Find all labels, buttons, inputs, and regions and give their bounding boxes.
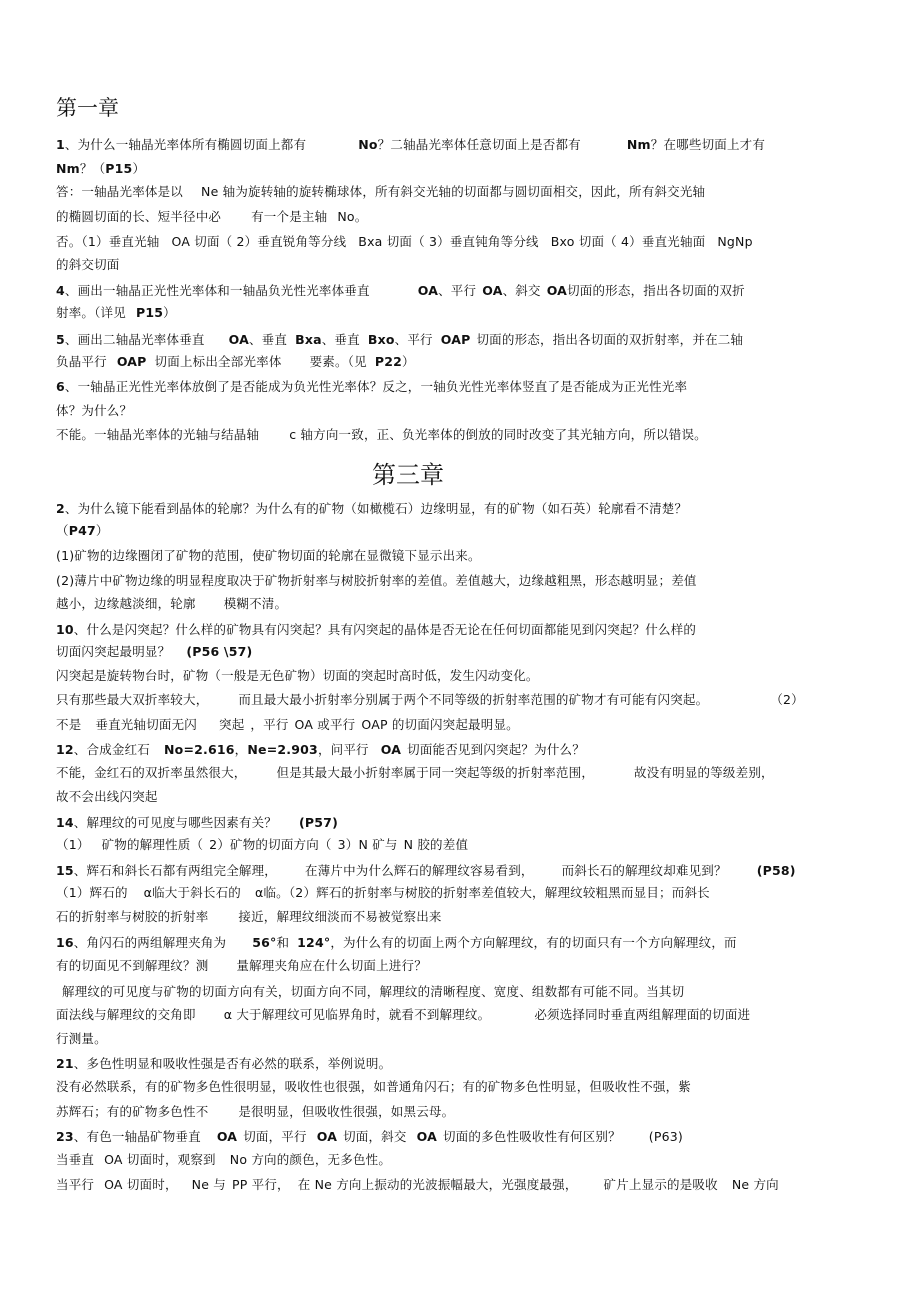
- ch3-a12-line1: 不能，金红石的双折率虽然很大， 但是其最大最小折射率属于同一突起等级的折射率范围， 故没有明显的等级差别，: [56, 765, 774, 780]
- ch3-q10-line2: 切面闪突起最明显？ (P56 \57): [56, 644, 253, 659]
- ch1-a1-line1: 答：一轴晶光率体是以 Ne 轴为旋转轴的旋转椭球体，所有斜交光轴的切面都与圆切面相交，因此，所有斜交光轴: [56, 184, 706, 199]
- ch3-a15-line1: （1）辉石的 α临大于斜长石的 α临。（2）辉石的折射率与树胶的折射率差值较大，解理纹较粗黑而显目；而斜长: [56, 885, 710, 900]
- ch3-a16-line2: 面法线与解理纹的交角即 α 大于解理纹可见临界角时，就看不到解理纹。 必须选择同时垂直两组解理面的切面进: [56, 1007, 751, 1022]
- ch3-q23-line1: 23、有色一轴晶矿物垂直 OA 切面，平行 OA 切面，斜交 OA 切面的多色性吸收性有何区别？ (P63): [56, 1129, 683, 1144]
- ch3-a10-line3: 不是 垂直光轴切面无闪 突起 ，平行 OA 或平行 OAP 的切面闪突起最明显。: [56, 717, 519, 732]
- ch1-q6-line1: 6、一轴晶正光性光率体放倒了是否能成为负光性光率体？反之，一轴负光性光率体竖直了是否能成为正光性光率: [56, 379, 688, 394]
- ch3-a2-line3: 越小，边缘越淡细，轮廓 模糊不清。: [56, 596, 288, 611]
- chapter-1-title: 第一章: [56, 96, 119, 120]
- ch1-a6-line1: 不能。一轴晶光率体的光轴与结晶轴 c 轴方向一致，正、负光率体的倒放的同时改变了其光轴方向，所以错误。: [56, 427, 707, 442]
- ch1-q6-line2: 体？为什么？: [56, 403, 133, 418]
- ch1-a1-line2: 的椭圆切面的长、短半径中必 有一个是主轴 No。: [56, 209, 368, 224]
- ch3-a23-line1: 当垂直 OA 切面时，观察到 No 方向的颜色，无多色性。: [56, 1152, 392, 1167]
- ch3-a16-line1: 解理纹的可见度与矿物的切面方向有关，切面方向不同，解理纹的清晰程度、宽度、组数都有可能不同。当其切: [62, 984, 685, 999]
- ch3-a21-line2: 苏辉石；有的矿物多色性不 是很明显，但吸收性很强，如黑云母。: [56, 1104, 455, 1119]
- ch3-q12-line1: 12、合成金红石 No=2.616，Ne=2.903，问平行 OA 切面能否见到闪突起？为什么？: [56, 742, 585, 757]
- ch3-q21-line1: 21、多色性明显和吸收性强是否有必然的联系，举例说明。: [56, 1056, 392, 1071]
- ch3-q15-line1: 15、辉石和斜长石都有两组完全解理， 在薄片中为什么辉石的解理纹容易看到， 而斜长石的解理纹却难见到？ (P58): [56, 863, 796, 878]
- ch3-q16-line1: 16、角闪石的两组解理夹角为 56°和 124°，为什么有的切面上两个方向解理纹，有的切面只有一个方向解理纹，而: [56, 935, 737, 950]
- ch3-a21-line1: 没有必然联系，有的矿物多色性很明显，吸收性也很强，如普通角闪石；有的矿物多色性明显，但吸收性不强，紫: [56, 1079, 692, 1094]
- ch3-a2-line2: (2)薄片中矿物边缘的明显程度取决于矿物折射率与树胶折射率的差值。差值越大，边缘越粗黑，形态越明显；差值: [56, 573, 697, 588]
- ch3-a2-line1: (1)矿物的边缘圈闭了矿物的范围，使矿物切面的轮廓在显微镜下显示出来。: [56, 548, 481, 563]
- ch1-q5-line1: 5、画出二轴晶光率体垂直 OA、垂直 Bxa、垂直 Bxo、平行 OAP 切面的形态，指出各切面的双折射率，并在二轴: [56, 332, 744, 347]
- ch1-a1-line3: 否。（1）垂直光轴 OA 切面（ 2）垂直锐角等分线 Bxa 切面（ 3）垂直钝角等分线 Bxo 切面（ 4）垂直光轴面 NgNp: [56, 234, 753, 249]
- ch3-q10-line1: 10、什么是闪突起？什么样的矿物具有闪突起？具有闪突起的晶体是否无论在任何切面都能见到闪突起？什么样的: [56, 622, 697, 637]
- ch1-q1-line2: Nm？（P15）: [56, 161, 146, 176]
- ch3-a16-line3: 行测量。: [56, 1031, 107, 1046]
- ch3-q2-line1: 2、为什么镜下能看到晶体的轮廓？为什么有的矿物（如橄榄石）边缘明显，有的矿物（如石英）轮廓看不清楚？: [56, 501, 688, 516]
- ch3-q16-line2: 有的切面见不到解理纹？测 量解理夹角应在什么切面上进行？: [56, 958, 427, 973]
- ch3-a15-line2: 石的折射率与树胶的折射率 接近，解理纹细淡而不易被觉察出来: [56, 909, 442, 924]
- ch1-q5-line2: 负晶平行 OAP 切面上标出全部光率体 要素。（见 P22）: [56, 354, 415, 369]
- ch3-a10-line2: 只有那些最大双折率较大， 而且最大最小折射率分别属于两个不同等级的折射率范围的矿物才有可能有闪突起。 （2）: [56, 692, 804, 707]
- ch3-a10-line1: 闪突起是旋转物台时，矿物（一般是无色矿物）切面的突起时高时低，发生闪动变化。: [56, 668, 539, 683]
- ch3-q14-line1: 14、解理纹的可见度与哪些因素有关？ (P57): [56, 815, 338, 830]
- chapter-3-title: 第三章: [372, 461, 444, 489]
- ch3-a12-line2: 故不会出线闪突起: [56, 789, 158, 804]
- ch3-a23-line2: 当平行 OA 切面时， Ne 与 PP 平行， 在 Ne 方向上振动的光波振幅最大，光强度最强， 矿片上显示的是吸收 Ne 方向: [56, 1177, 779, 1192]
- ch1-q1-line1: 1、为什么一轴晶光率体所有椭圆切面上都有 No？二轴晶光率体任意切面上是否都有 Nm？在哪些切面上才有: [56, 137, 766, 152]
- ch1-q4-line2: 射率。（详见 P15）: [56, 305, 176, 320]
- ch1-a1-line4: 的斜交切面: [56, 257, 120, 272]
- ch3-q2-line2: （P47）: [56, 523, 109, 538]
- ch3-a14-line1: （1） 矿物的解理性质（ 2）矿物的切面方向（ 3）N 矿与 N 胶的差值: [56, 837, 469, 852]
- ch1-q4-line1: 4、画出一轴晶正光性光率体和一轴晶负光性光率体垂直 OA、平行 OA、斜交 OA切面的形态，指出各切面的双折: [56, 283, 745, 298]
